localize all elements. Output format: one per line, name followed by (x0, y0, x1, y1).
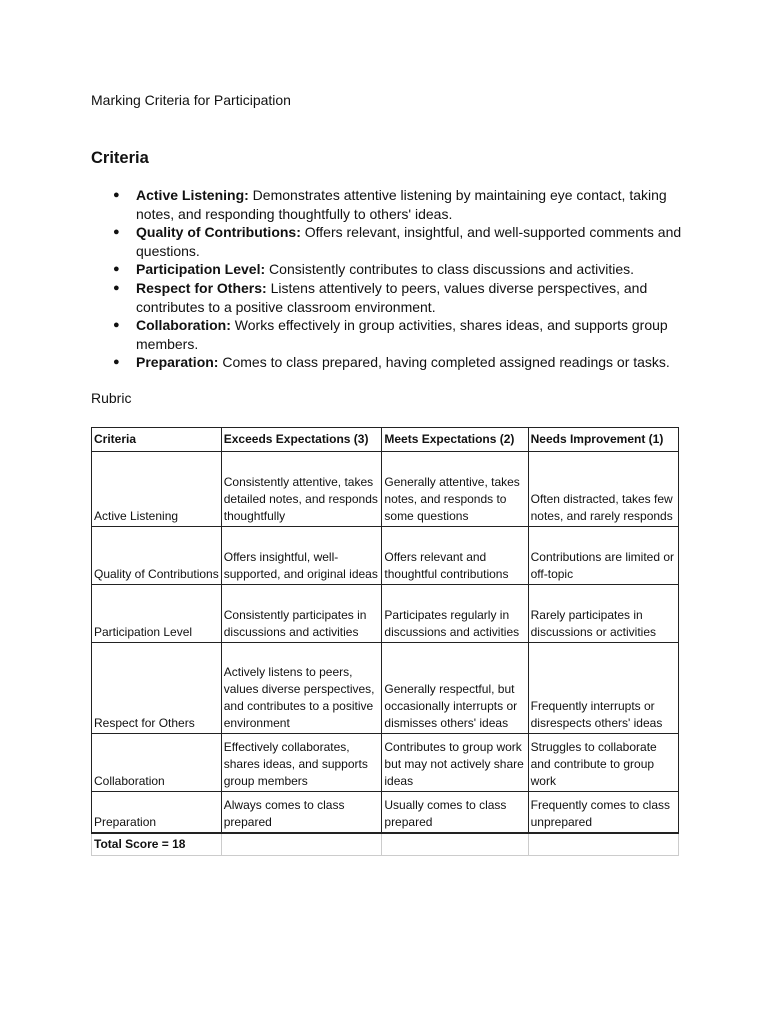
table-cell: Generally attentive, takes notes, and responds to some questions (382, 452, 528, 527)
criteria-name: Participation Level: (136, 261, 266, 278)
empty-cell (382, 833, 528, 856)
list-item (91, 279, 691, 316)
table-cell: Frequently interrupts or disrespects others' ideas (528, 643, 678, 734)
total-score: Total Score = 18 (92, 833, 222, 856)
criteria-description: Comes to class prepared, having completed assigned readings or tasks. (218, 354, 670, 371)
criteria-name: Respect for Others: (136, 279, 267, 296)
column-header: Needs Improvement (1) (528, 428, 678, 452)
criteria-description: Works effectively in group activities, shares ideas, and supports group members. (136, 317, 668, 352)
document-title: Marking Criteria for Participation (91, 92, 291, 108)
table-cell: Actively listens to peers, values diverse perspectives, and contributes to a positive environment (221, 643, 382, 734)
list-item (91, 353, 691, 372)
criteria-name: Preparation: (136, 354, 219, 371)
bullet-icon: ● (113, 356, 120, 369)
table-row (92, 452, 679, 527)
table-cell: Quality of Contributions (92, 527, 222, 585)
table-row (92, 643, 679, 734)
bullet-icon: ● (113, 281, 120, 294)
table-cell: Rarely participates in discussions or activities (528, 585, 678, 643)
criteria-list (91, 186, 691, 372)
bullet-icon: ● (113, 319, 120, 332)
table-cell: Contributions are limited or off-topic (528, 527, 678, 585)
criteria-heading: Criteria (91, 149, 149, 167)
rubric-table (91, 427, 679, 856)
table-row (92, 792, 679, 834)
table-cell: Preparation (92, 792, 222, 834)
table-cell: Offers relevant and thoughtful contributions (382, 527, 528, 585)
table-cell: Effectively collaborates, shares ideas, and supports group members (221, 734, 382, 792)
criteria-description: Demonstrates attentive listening by maintaining eye contact, taking notes, and responding thoughtfully to others' ideas. (136, 187, 667, 222)
table-cell: Participation Level (92, 585, 222, 643)
bullet-icon: ● (113, 263, 120, 276)
table-cell: Often distracted, takes few notes, and rarely responds (528, 452, 678, 527)
table-cell: Participates regularly in discussions and activities (382, 585, 528, 643)
criteria-description: Listens attentively to peers, values diverse perspectives, and contributes to a positive classroom environment. (136, 279, 648, 315)
table-cell: Always comes to class prepared (221, 792, 382, 834)
list-item (91, 186, 691, 223)
bullet-icon: ● (113, 189, 120, 201)
criteria-description: Consistently contributes to class discussions and activities. (265, 261, 634, 278)
empty-cell (221, 833, 382, 856)
empty-cell (528, 833, 678, 856)
criteria-name: Quality of Contributions: (136, 224, 301, 241)
column-header: Criteria (92, 428, 222, 452)
table-cell: Struggles to collaborate and contribute to group work (528, 734, 678, 792)
column-header: Exceeds Expectations (3) (221, 428, 382, 452)
table-row (92, 585, 679, 643)
table-cell: Usually comes to class prepared (382, 792, 528, 834)
table-cell: Active Listening (92, 452, 222, 527)
column-header: Meets Expectations (2) (382, 428, 528, 452)
criteria-description: Offers relevant, insightful, and well-supported comments and questions. (136, 224, 682, 259)
table-cell: Consistently attentive, takes detailed notes, and responds thoughtfully (221, 452, 382, 527)
table-cell: Contributes to group work but may not actively share ideas (382, 734, 528, 792)
criteria-name: Active Listening: (136, 187, 249, 203)
table-cell: Respect for Others (92, 643, 222, 734)
table-row (92, 734, 679, 792)
table-cell: Generally respectful, but occasionally interrupts or dismisses others' ideas (382, 643, 528, 734)
table-cell: Offers insightful, well-supported, and original ideas (221, 527, 382, 585)
table-header-row (92, 428, 679, 452)
rubric-label: Rubric (91, 390, 132, 406)
table-row (92, 527, 679, 585)
list-item (91, 260, 691, 279)
table-cell: Frequently comes to class unprepared (528, 792, 678, 834)
table-cell: Collaboration (92, 734, 222, 792)
list-item (91, 223, 691, 260)
table-cell: Consistently participates in discussions and activities (221, 585, 382, 643)
criteria-name: Collaboration: (136, 317, 231, 334)
total-row (92, 833, 679, 856)
list-item (91, 316, 691, 353)
bullet-icon: ● (113, 226, 120, 239)
